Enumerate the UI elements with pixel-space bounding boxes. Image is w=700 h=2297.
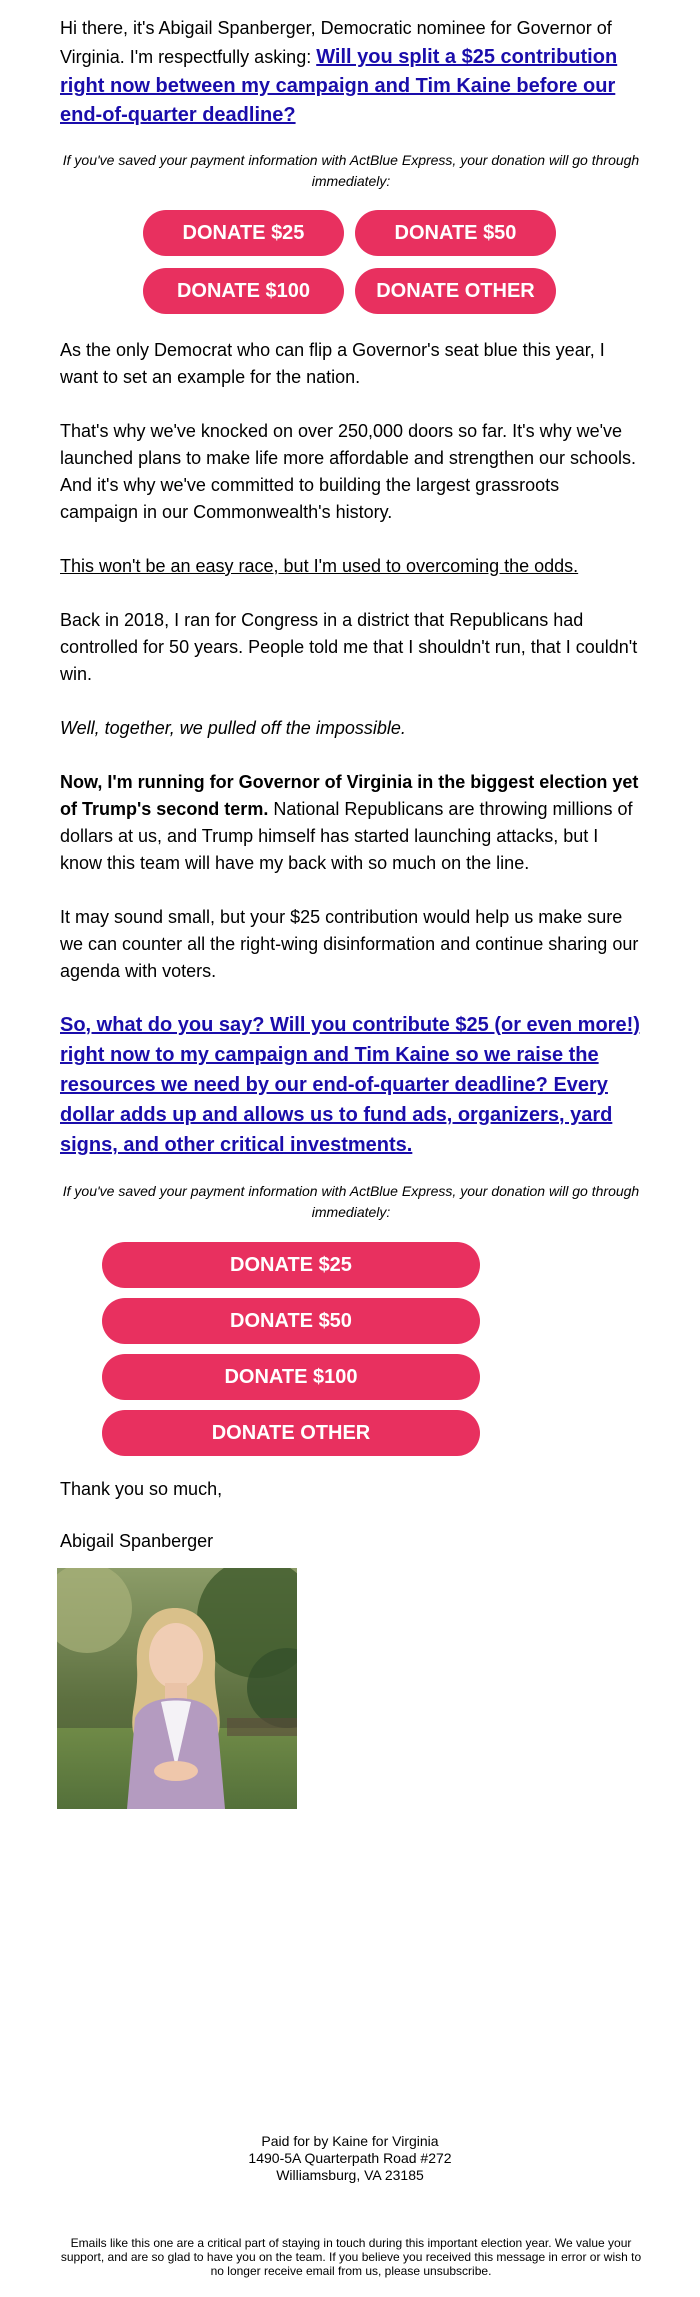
paragraph-1: As the only Democrat who can flip a Governor's seat blue this year, I want to set an example for the nation. [60,340,605,387]
intro-lead: Hi there, it's Abigail Spanberger, Democratic nominee for Governor of Virginia. I'm respectfully asking: [60,18,612,67]
donate-other-button-bottom[interactable]: DONATE OTHER [102,1410,480,1456]
candidate-photo [57,1568,297,1809]
paragraph-6 [60,769,642,877]
donate-50-button-bottom[interactable]: DONATE $50 [102,1298,480,1344]
footer-paid-for [0,2133,700,2184]
paragraph-8 [60,1010,642,1160]
intro-ask-link[interactable]: Will you split a $25 contribution right now between my campaign and Tim Kaine before our end-of-quarter deadline? [60,46,618,126]
paragraph-2: That's why we've knocked on over 250,000 doors so far. It's why we've launched plans to make life more affordable and strengthen our schools. And it's why we've committed to building the largest grassroots campaign in our Commonwealth's history. [60,421,637,522]
express-note-bottom: If you've saved your payment information with ActBlue Express, your donation will go through immediately: [62,1183,640,1220]
donate-100-button-bottom[interactable]: DONATE $100 [102,1354,480,1400]
signature-name: Abigail Spanberger [60,1531,214,1551]
thanks-line: Thank you so much, [60,1479,223,1499]
donate-25-button[interactable]: DONATE $25 [143,210,344,256]
paragraph-5: Well, together, we pulled off the impossible. [60,718,406,738]
paragraph-6-rest: National Republicans are throwing millions of dollars at us, and Trump himself has started launching attacks, but I know this team will have my back with so much on the line. [60,799,633,873]
donate-other-button[interactable]: DONATE OTHER [355,268,556,314]
footer-line-3: Williamsburg, VA 23185 [276,2167,424,2183]
paragraph-6-bold: Now, I'm running for Governor of Virginia in the biggest election yet of Trump's second term. [60,772,639,819]
paragraph-7: It may sound small, but your $25 contribution would help us make sure we can counter all the right-wing disinformation and continue sharing our agenda with voters. [60,907,639,981]
intro-paragraph [60,14,642,130]
donate-100-button[interactable]: DONATE $100 [143,268,344,314]
footer-line-1: Paid for by Kaine for Virginia [261,2133,439,2149]
donate-25-button-bottom[interactable]: DONATE $25 [102,1242,480,1288]
donate-50-button[interactable]: DONATE $50 [355,210,556,256]
paragraph-4: Back in 2018, I ran for Congress in a district that Republicans had controlled for 50 years. People told me that I shouldn't run, that I couldn't win. [60,610,638,684]
final-ask-link[interactable]: So, what do you say? Will you contribute $25 (or even more!) right now to my campaign and Tim Kaine so we raise the resources we need by our end-of-quarter deadline? Every dollar adds up and allows us to fund ads, organizers, yard signs, and other critical investments. [60,1014,640,1156]
candidate-photo-image [57,1568,297,1809]
paragraph-3: This won't be an easy race, but I'm used to overcoming the odds. [60,556,579,576]
express-note-top: If you've saved your payment information with ActBlue Express, your donation will go through immediately: [62,152,640,189]
footer-disclaimer: Emails like this one are a critical part of staying in touch during this important election year. We value your support, and are so glad to have you on the team. If you believe you received this message in error or wish to no longer receive email from us, please unsubscribe. [60,2236,642,2278]
footer-line-2: 1490-5A Quarterpath Road #272 [248,2150,452,2166]
